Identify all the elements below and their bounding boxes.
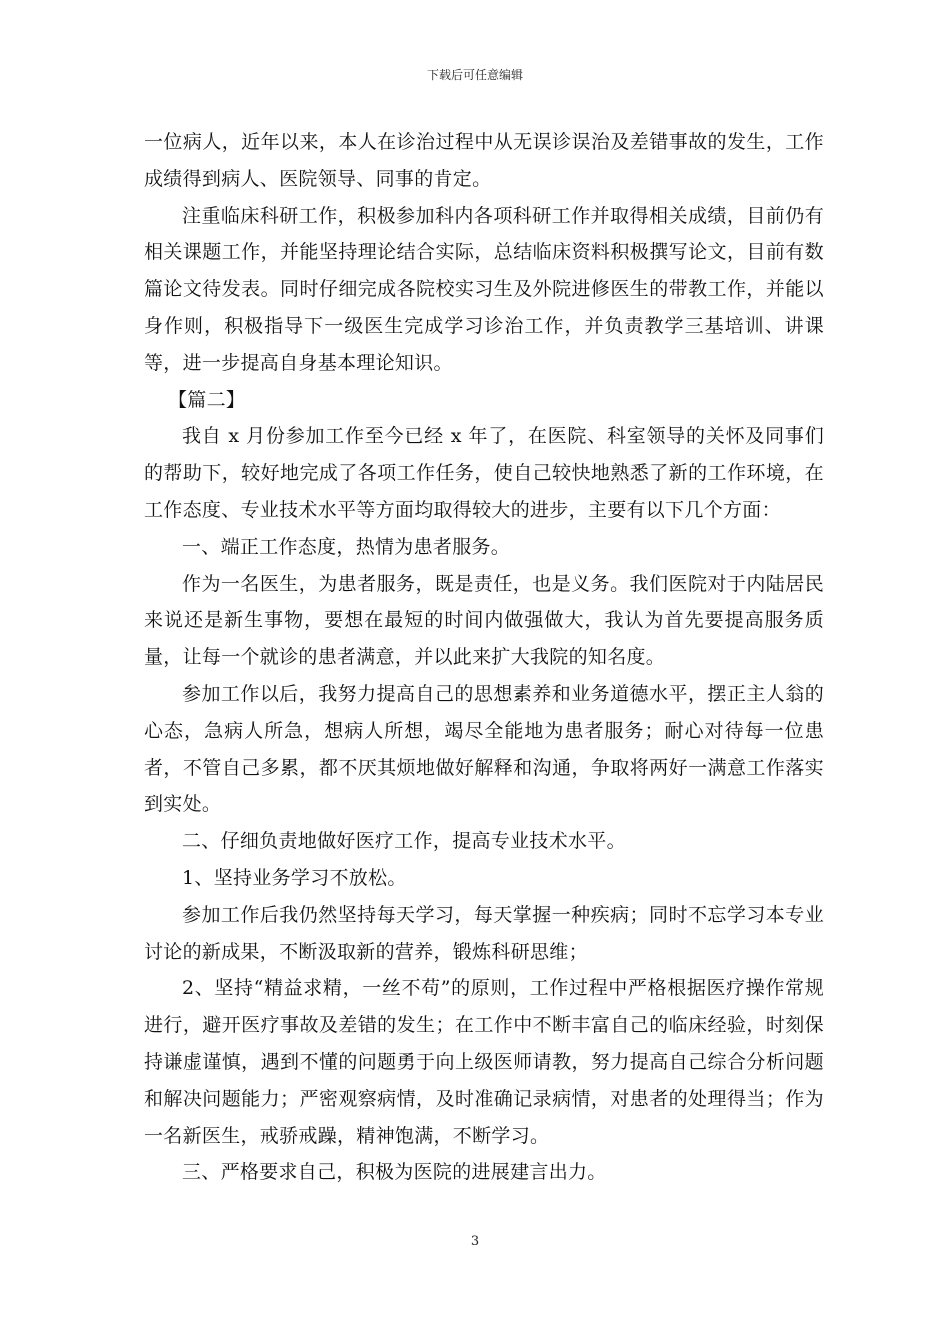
- subheading-strict-requirements: 三、严格要求自己，积极为医院的进展建言出力。: [182, 1161, 607, 1184]
- subheading-medical-work: 二、仔细负责地做好医疗工作，提高专业技术水平。: [182, 830, 626, 853]
- subheading-attitude: 一、端正工作态度，热情为患者服务。: [182, 535, 511, 558]
- paragraph-research: 注重临床科研工作，积极参加科内各项科研工作并取得相关成绩，目前仍有相关课题工作，并能坚持理论结合实际，总结临床资料积极撰写论文，目前有数篇论文待发表。同时仔细完成各院校实习生及外院进修医生的带教工作，并能以身作则，积极指导下一级医生完成学习诊治工作，并负责教学三基培训、讲课等，进一步提高自身基本理论知识。: [144, 204, 824, 374]
- list-item-study: 1、坚持业务学习不放松。: [182, 866, 407, 889]
- page-header: 下载后可任意编辑: [426, 68, 523, 82]
- document-body: [144, 124, 824, 1191]
- paragraph-ethics: 参加工作以后，我努力提高自己的思想素养和业务道德水平，摆正主人翁的心态，急病人所急，想病人所想，竭尽全能地为患者服务；耐心对待每一位患者，不管自己多累，都不厌其烦地做好解释和沟通，争取将两好一满意工作落实到实处。: [144, 682, 824, 816]
- section-heading-part-two: 【篇二】: [168, 388, 246, 411]
- paragraph-intro: 我自 x 月份参加工作至今已经 x 年了，在医院、科室领导的关怀及同事们的帮助下，较好地完成了各项工作任务，使自己较快地熟悉了新的工作环境，在工作态度、专业技术水平等方面均取得较大的进步，主要有以下几个方面：: [144, 425, 824, 521]
- page-number: 3: [470, 1234, 480, 1249]
- paragraph-service: 作为一名医生，为患者服务，既是责任，也是义务。我们医院对于内陆居民来说还是新生事物，要想在最短的时间内做强做大，我认为首先要提高服务质量，让每一个就诊的患者满意，并以此来扩大我院的知名度。: [144, 572, 824, 669]
- paragraph-daily-learning: 参加工作后我仍然坚持每天学习，每天掌握一种疾病；同时不忘学习本专业讨论的新成果，不断汲取新的营养，锻炼科研思维；: [144, 903, 824, 963]
- paragraph-continuation: 一位病人，近年以来，本人在诊治过程中从无误诊误治及差错事故的发生，工作成绩得到病人、医院领导、同事的肯定。: [144, 131, 824, 190]
- list-item-precision: 2、坚持“精益求精，一丝不苟”的原则，工作过程中严格根据医疗操作常规进行，避开医疗事故及差错的发生；在工作中不断丰富自己的临床经验，时刻保持谦虚谨慎，遇到不懂的问题勇于向上级医师请教，努力提高自己综合分析问题和解决问题能力；严密观察病情，及时准确记录病情，对患者的处理得当；作为一名新医生，戒骄戒躁，精神饱满，不断学习。: [144, 977, 824, 1147]
